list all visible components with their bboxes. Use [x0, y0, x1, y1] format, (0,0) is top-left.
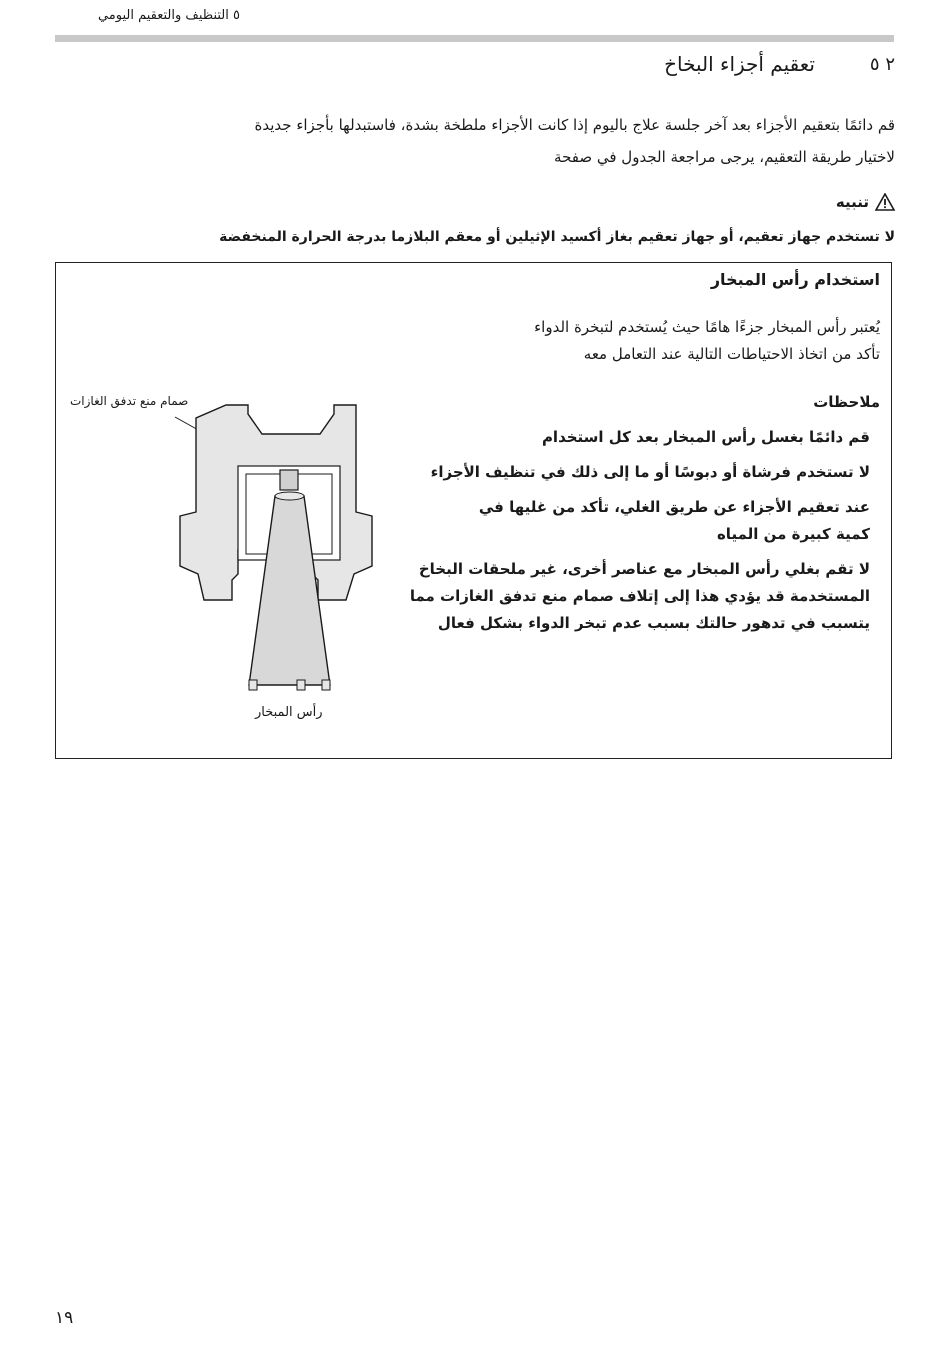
header-divider	[55, 35, 894, 42]
note-item	[390, 459, 870, 486]
intro-line-1: قم دائمًا بتعقيم الأجزاء بعد آخر جلسة علاج باليوم إذا كانت الأجزاء ملطخة بشدة، فاستبدلها بأجزاء جديدة	[254, 116, 895, 134]
intro-line-2: لاختيار طريقة التعقيم، يرجى مراجعة الجدول في صفحة	[554, 148, 895, 166]
box-desc-line-1: يُعتبر رأس المبخار جزءًا هامًا حيث يُستخدم لتبخرة الدواء	[534, 318, 880, 336]
note-line: لا تقم بغلي رأس المبخار مع عناصر أخرى، غير ملحقات البخاخ	[418, 560, 870, 578]
box-desc-line-2: تأكد من اتخاذ الاحتياطات التالية عند التعامل معه	[583, 345, 880, 363]
section-title: تعقيم أجزاء البخاخ	[664, 52, 815, 76]
note-line: يتسبب في تدهور حالتك بسبب عدم تبخر الدواء بشكل فعال	[437, 614, 870, 632]
caution-heading	[836, 193, 895, 211]
caution-text: لا تستخدم جهاز تعقيم، أو جهاز تعقيم بغاز أكسيد الإثيلين أو معقم البلازما بدرجة الحرارة المنخفضة	[219, 229, 895, 245]
note-item	[390, 556, 870, 637]
chapter-header: ٥ التنظيف والتعقيم اليومي	[97, 8, 240, 23]
box-description	[534, 314, 880, 368]
note-item	[390, 424, 870, 451]
vaporizer-head-illustration	[150, 400, 380, 700]
note-line: عند تعقيم الأجزاء عن طريق الغلي، تأكد من غليها في	[478, 498, 870, 516]
note-line: لا تستخدم فرشاة أو دبوسًا أو ما إلى ذلك في تنظيف الأجزاء	[430, 463, 870, 481]
warning-icon	[875, 193, 895, 211]
caution-label: تنبيه	[835, 193, 869, 211]
box-title: استخدام رأس المبخار	[710, 270, 880, 289]
section-number: ٢ ٥	[869, 54, 895, 75]
notes-title: ملاحظات	[813, 393, 880, 411]
note-line: كمية كبيرة من المياه	[716, 525, 870, 543]
intro-paragraph	[105, 109, 895, 173]
note-item	[390, 494, 870, 548]
valve-callout-label: صمام منع تدفق الغازات	[70, 394, 189, 408]
note-line: المستخدمة قد يؤدي هذا إلى إتلاف صمام منع تدفق الغازات مما	[409, 587, 870, 605]
page-number: ١٩	[55, 1308, 74, 1328]
note-line: قم دائمًا بغسل رأس المبخار بعد كل استخدام	[541, 428, 870, 446]
notes-list	[390, 424, 870, 645]
figure-caption: رأس المبخار	[255, 705, 323, 720]
